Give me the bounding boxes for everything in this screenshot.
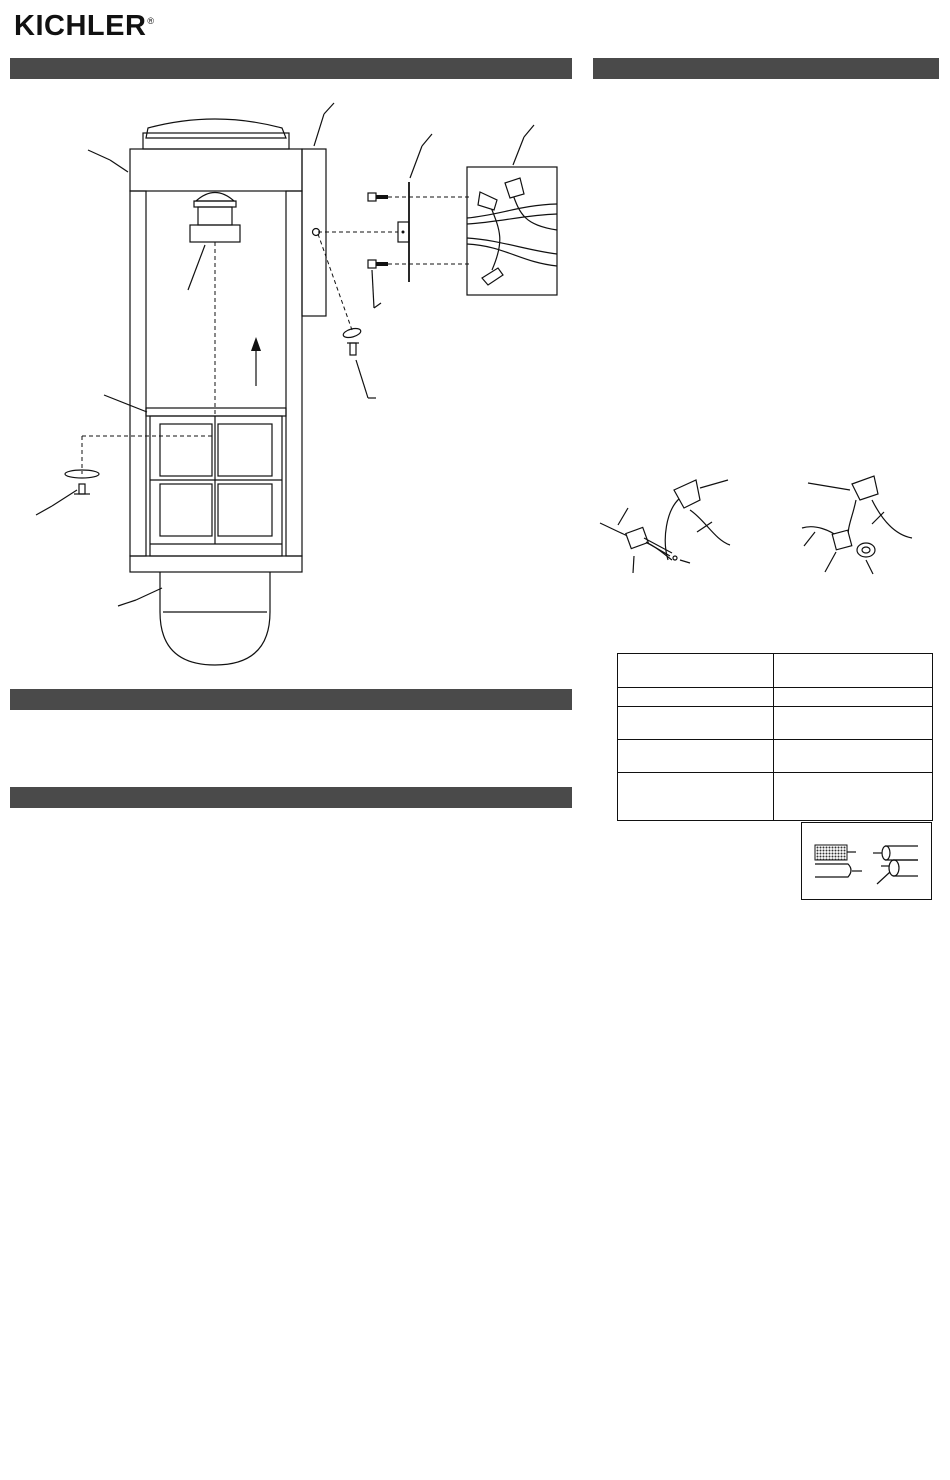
glass-cage bbox=[150, 416, 282, 556]
top-cap bbox=[146, 119, 286, 138]
textured-wire-icon bbox=[815, 845, 856, 860]
bottom-screw-icon bbox=[74, 484, 90, 494]
twin-wire-icon bbox=[873, 846, 918, 884]
side-washer bbox=[342, 327, 361, 339]
socket-icon bbox=[190, 193, 240, 243]
table-cell bbox=[618, 654, 774, 688]
registered-mark: ® bbox=[147, 16, 155, 27]
smooth-wire-icon bbox=[815, 864, 862, 877]
table-row bbox=[618, 773, 933, 821]
table-row bbox=[618, 688, 933, 707]
wire-nut-icon-2 bbox=[852, 476, 878, 500]
wire-type-illustration bbox=[806, 826, 926, 896]
bracket-screw-top-icon bbox=[368, 193, 388, 201]
table-row bbox=[618, 654, 933, 688]
table-cell bbox=[774, 688, 933, 707]
table-cell bbox=[618, 688, 774, 707]
section-bar-middle bbox=[10, 689, 572, 710]
table-cell bbox=[618, 707, 774, 740]
bottom-globe bbox=[160, 572, 270, 665]
cage-top-rim bbox=[146, 408, 286, 416]
table-cell bbox=[774, 654, 933, 688]
table-cell bbox=[618, 740, 774, 773]
kichler-logo bbox=[14, 10, 155, 43]
wire-connection-table bbox=[617, 653, 933, 821]
table-row bbox=[618, 740, 933, 773]
section-bar-lower bbox=[10, 787, 572, 808]
table-cell bbox=[774, 773, 933, 821]
wire-nut-icon-1 bbox=[674, 480, 700, 508]
top-frame-band bbox=[130, 149, 302, 191]
right-post bbox=[286, 191, 302, 556]
bottom-frame-band bbox=[130, 556, 302, 572]
grounding-diagram-1 bbox=[595, 470, 745, 580]
logo-text: KICHLER bbox=[14, 10, 147, 42]
left-post bbox=[130, 191, 146, 556]
table-cell bbox=[618, 773, 774, 821]
section-bar-diagram bbox=[10, 58, 572, 79]
exploded-fixture-diagram bbox=[0, 90, 580, 690]
table-cell bbox=[774, 740, 933, 773]
wire-nut-icons bbox=[478, 178, 524, 285]
side-screw-icon bbox=[347, 343, 359, 355]
section-bar-wiring bbox=[593, 58, 939, 79]
table-cell bbox=[774, 707, 933, 740]
up-arrow-icon bbox=[251, 337, 261, 351]
grounding-diagram-2 bbox=[795, 470, 935, 580]
bracket-screw-bottom-icon bbox=[368, 260, 388, 268]
ground-screw-icon-2 bbox=[832, 530, 875, 557]
table-row bbox=[618, 707, 933, 740]
mounting-backplate bbox=[302, 149, 326, 316]
